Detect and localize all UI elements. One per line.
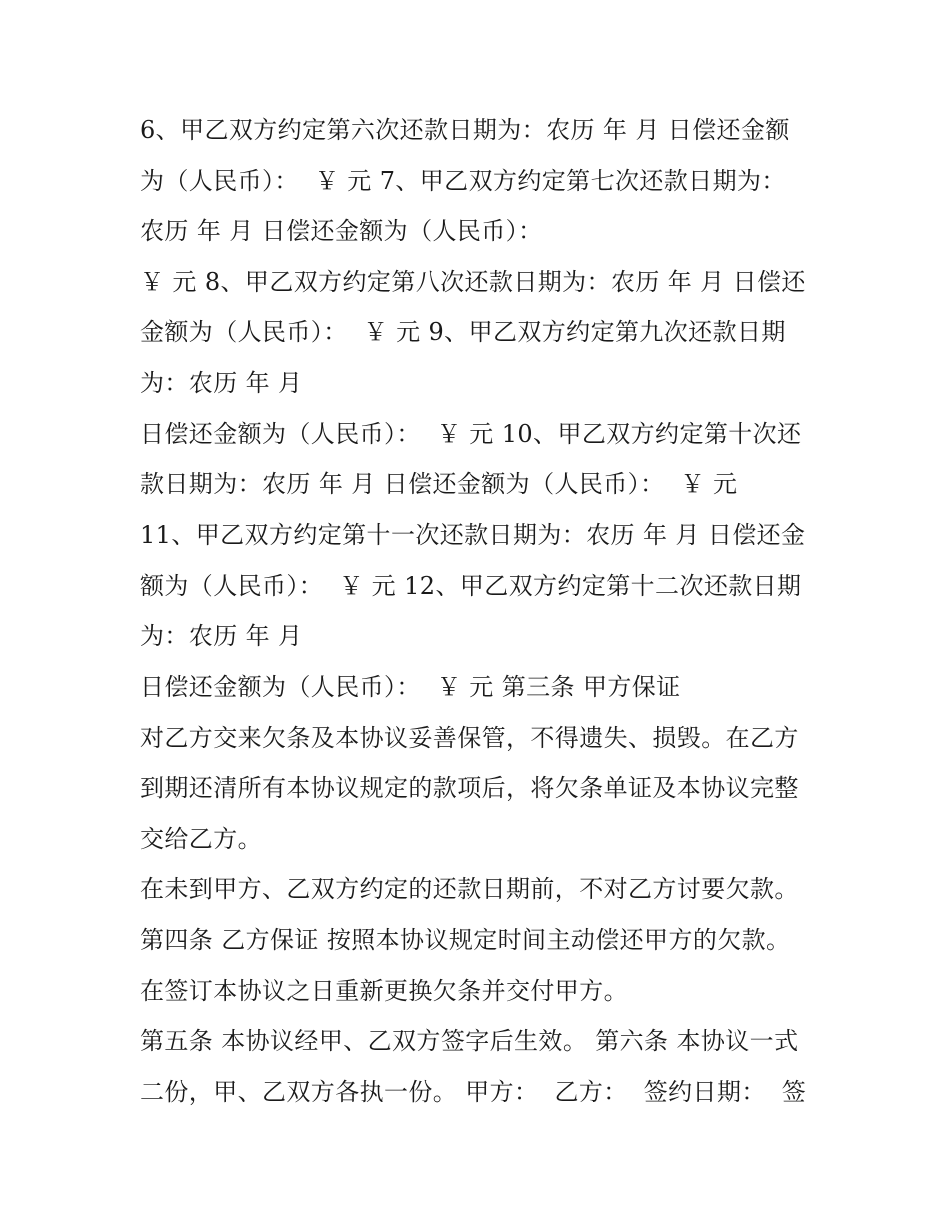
text-line-15: 交给乙方。: [140, 825, 262, 853]
text-line-19: 第五条 本协议经甲、乙双方签字后生效。 第六条 本协议一式: [140, 1027, 799, 1055]
text-line-18: 在签订本协议之日重新更换欠条并交付甲方。: [140, 977, 628, 1005]
text-line-12: 日偿还金额为（人民币）： ￥ 元 第三条 甲方保证: [140, 673, 681, 701]
text-line-9: 11、甲乙双方约定第十一次还款日期为：农历 年 月 日偿还金: [140, 521, 806, 549]
text-line-16: 在未到甲方、乙双方约定的还款日期前，不对乙方讨要欠款。: [140, 875, 799, 903]
text-line-6: 为：农历 年 月: [140, 369, 303, 397]
text-line-20: 二份，甲、乙双方各执一份。 甲方： 乙方： 签约日期： 签: [140, 1078, 807, 1106]
text-line-11: 为：农历 年 月: [140, 622, 303, 650]
text-line-7: 日偿还金额为（人民币）： ￥ 元 10、甲乙双方约定第十次还: [140, 420, 802, 448]
text-line-3: 农历 年 月 日偿还金额为（人民币）：: [140, 217, 543, 245]
text-line-1: 6、甲乙双方约定第六次还款日期为：农历 年 月 日偿还金额: [140, 116, 790, 144]
text-line-17: 第四条 乙方保证 按照本协议规定时间主动偿还甲方的欠款。: [140, 926, 791, 954]
text-line-5: 金额为（人民币）： ￥ 元 9、甲乙双方约定第九次还款日期: [140, 318, 786, 346]
text-line-10: 额为（人民币）： ￥ 元 12、甲乙双方约定第十二次还款日期: [140, 572, 802, 600]
text-line-4: ￥ 元 8、甲乙双方约定第八次还款日期为：农历 年 月 日偿还: [140, 268, 806, 296]
text-line-14: 到期还清所有本协议规定的款项后，将欠条单证及本协议完整: [140, 774, 799, 802]
text-line-2: 为（人民币）： ￥ 元 7、甲乙双方约定第七次还款日期为：: [140, 167, 786, 195]
text-line-13: 对乙方交来欠条及本协议妥善保管，不得遗失、损毁。在乙方: [140, 724, 799, 752]
text-line-8: 款日期为：农历 年 月 日偿还金额为（人民币）： ￥ 元: [140, 470, 738, 498]
